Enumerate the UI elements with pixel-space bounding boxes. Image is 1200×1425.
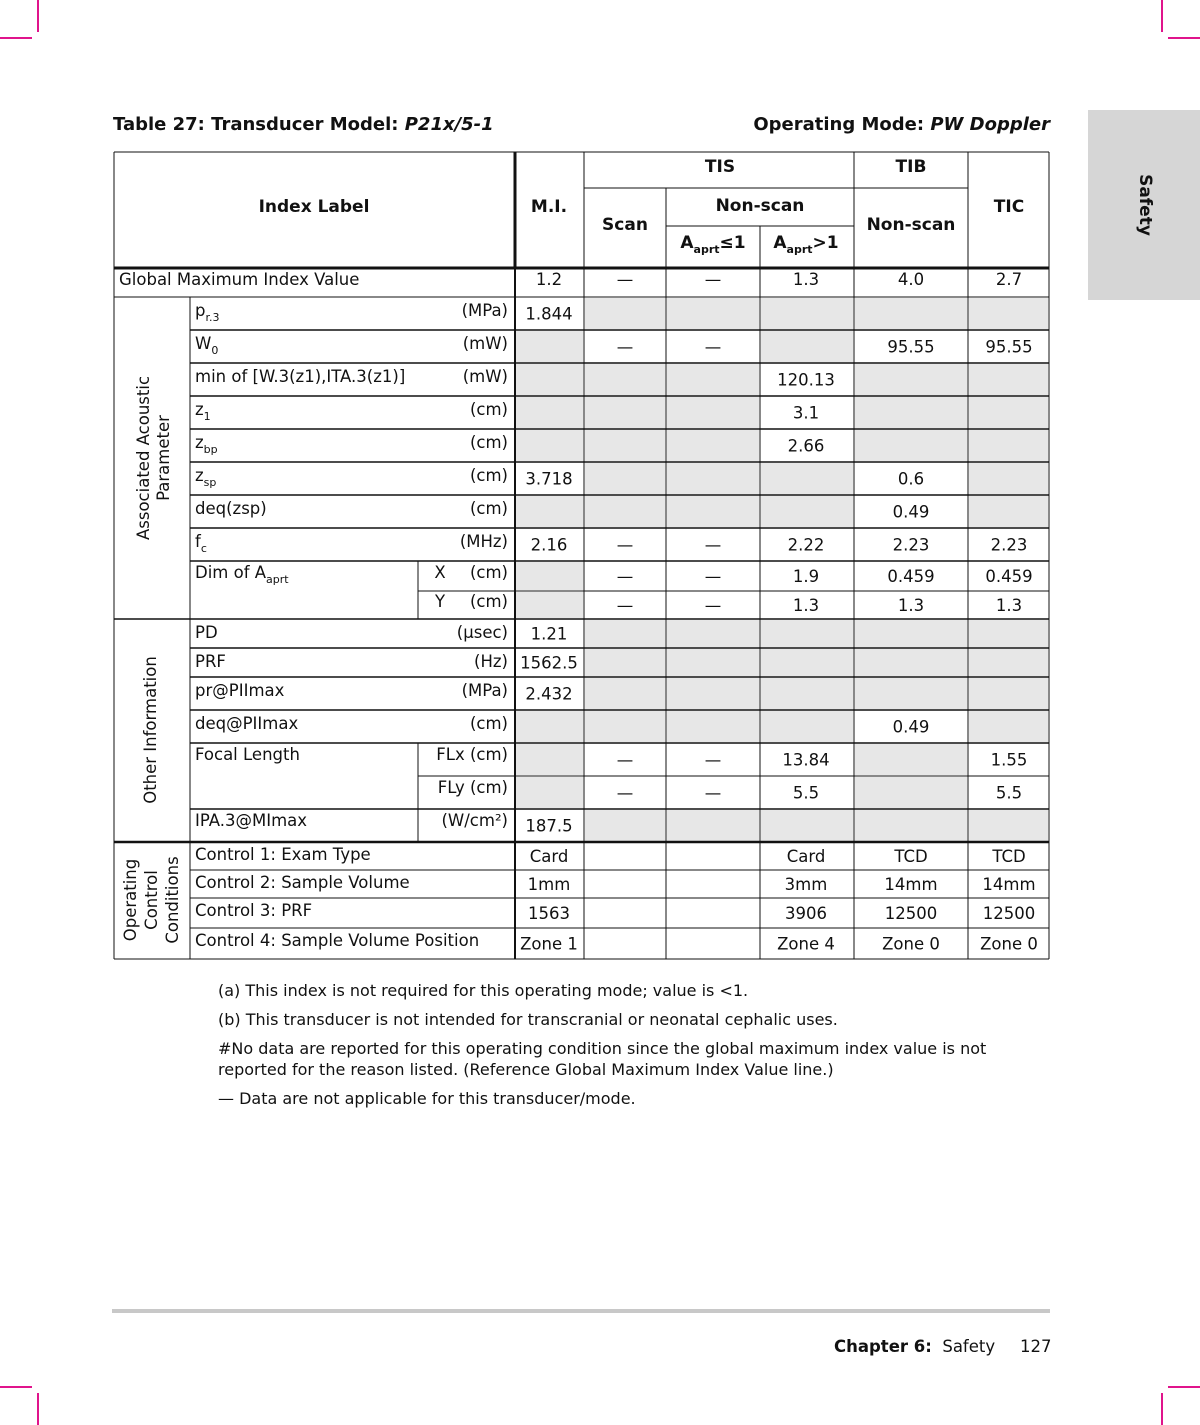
shaded-cell <box>969 397 1048 428</box>
header-scan: Scan <box>602 215 648 235</box>
control-value: 1563 <box>528 904 570 923</box>
control-value: 3mm <box>784 875 828 894</box>
info-value: 1.21 <box>530 624 568 644</box>
caption-mode: PW Doppler <box>930 114 1050 135</box>
control-value: 14mm <box>982 875 1036 894</box>
param-value: 120.13 <box>777 370 835 390</box>
footer-chapter <box>834 1337 995 1356</box>
header-tic: TIC <box>993 197 1025 217</box>
header-aprt-le: $A_{aprt}\le 1$ <box>680 233 746 256</box>
shaded-cell <box>585 430 665 461</box>
shaded-cell <box>667 298 759 329</box>
shaded-cell <box>969 496 1048 527</box>
info-value: 2.432 <box>525 684 573 704</box>
shaded-cell <box>585 810 665 841</box>
focal-fly-value: 5.5 <box>792 783 820 803</box>
shaded-cell <box>585 496 665 527</box>
control-value: 12500 <box>884 904 938 923</box>
shaded-cell <box>516 397 583 428</box>
gmiv-value: 2.7 <box>995 270 1023 289</box>
info-label: deq@PIImax <box>195 714 299 733</box>
focal-fly-unit: FLy (cm) <box>437 778 508 797</box>
page-number: 127 <box>1020 1337 1052 1356</box>
info-label: pr@PIImax <box>195 681 285 700</box>
info-value: 1562.5 <box>520 653 578 673</box>
param-unit: (MPa) <box>461 301 508 320</box>
dim-unit-x: (cm) <box>469 563 508 582</box>
param-value: 95.55 <box>985 337 1033 357</box>
shaded-cell <box>585 298 665 329</box>
caption-mode-prefix: Operating Mode: <box>753 114 931 135</box>
param-label: $f_c$ <box>195 532 207 555</box>
param-value: — <box>616 337 634 357</box>
control-value: Card <box>529 847 569 866</box>
dim-y-value: 1.3 <box>792 596 820 615</box>
dim-axis-y: Y <box>434 592 446 611</box>
focal-flx-value: — <box>704 750 722 770</box>
param-value: 2.66 <box>787 436 825 456</box>
caption-model: P21x/5-1 <box>404 114 494 135</box>
shaded-cell <box>969 810 1048 841</box>
param-value: — <box>704 337 722 357</box>
param-value: 0.49 <box>892 502 930 522</box>
control-label: Control 2: Sample Volume <box>195 873 410 892</box>
shaded-cell <box>761 711 853 742</box>
shaded-cell <box>516 496 583 527</box>
shaded-cell <box>855 744 967 775</box>
control-label: Control 1: Exam Type <box>195 845 371 864</box>
dim-y-value: 1.3 <box>995 596 1023 615</box>
control-value: Zone 0 <box>980 934 1038 954</box>
shaded-cell <box>855 620 967 647</box>
info-unit: (MPa) <box>461 681 508 700</box>
table-notes <box>218 980 1053 1117</box>
shaded-cell <box>969 298 1048 329</box>
info-unit: (Hz) <box>474 652 508 671</box>
header-index-label: Index Label <box>258 197 370 217</box>
shaded-cell <box>667 810 759 841</box>
control-value: Zone 0 <box>882 934 940 954</box>
param-label: min of [W.3(z1),ITA.3(z1)] <box>195 367 406 386</box>
crop-mark <box>0 1386 32 1388</box>
gmiv-value: 1.2 <box>535 270 563 289</box>
note-a: (a) This index is not required for this operating mode; value is <1. <box>218 981 749 1000</box>
ipa-unit: (W/cm²) <box>441 811 508 830</box>
shaded-cell <box>585 649 665 676</box>
shaded-cell <box>761 298 853 329</box>
dim-x-value: — <box>616 567 634 586</box>
dim-y-value: 1.3 <box>897 596 925 615</box>
group-operating-control: Operating Control Conditions <box>121 856 182 944</box>
param-value: 0.6 <box>897 469 925 489</box>
shaded-cell <box>585 711 665 742</box>
dim-x-value: 0.459 <box>985 567 1033 586</box>
shaded-cell <box>516 711 583 742</box>
param-value: — <box>616 535 634 555</box>
shaded-cell <box>667 678 759 709</box>
shaded-cell <box>761 810 853 841</box>
param-value: 3.718 <box>525 469 573 489</box>
param-label: $W_0$ <box>195 334 219 357</box>
param-value: 95.55 <box>887 337 935 357</box>
dim-y-value: — <box>704 596 722 615</box>
info-value: 0.49 <box>892 717 930 737</box>
focal-fly-value: — <box>616 783 634 803</box>
param-unit: (mW) <box>462 367 508 386</box>
shaded-cell <box>855 430 967 461</box>
gmiv-value: — <box>616 270 634 289</box>
crop-mark <box>37 1393 39 1425</box>
focal-flx-value: — <box>616 750 634 770</box>
ipa-label: IPA.3@MImax <box>195 811 308 830</box>
shaded-cell <box>516 592 583 618</box>
param-unit: (cm) <box>469 466 508 485</box>
shaded-cell <box>969 463 1048 494</box>
ipa-value: 187.5 <box>525 816 573 836</box>
shaded-cell <box>969 620 1048 647</box>
info-label: PD <box>195 623 218 642</box>
header-non-scan: Non-scan <box>715 196 805 216</box>
param-value: 3.1 <box>792 403 820 423</box>
footer-section: Safety <box>942 1337 996 1356</box>
control-label: Control 3: PRF <box>195 901 313 920</box>
side-tab-label: Safety <box>1134 174 1155 236</box>
note-b: (b) This transducer is not intended for transcranial or neonatal cephalic uses. <box>218 1010 838 1029</box>
shaded-cell <box>855 397 967 428</box>
shaded-cell <box>516 777 583 808</box>
note-hash: #No data are reported for this operating condition since the global maximum index value is not reported for the reason listed. (Reference Global Maximum Index Value line.) <box>218 1039 987 1079</box>
control-value: 1mm <box>527 875 571 894</box>
crop-mark <box>1168 1386 1200 1388</box>
shaded-cell <box>516 331 583 362</box>
shaded-cell <box>855 298 967 329</box>
control-value: 3906 <box>785 904 827 923</box>
param-value: 1.844 <box>525 304 573 324</box>
param-value: — <box>704 535 722 555</box>
shaded-cell <box>585 678 665 709</box>
shaded-cell <box>969 430 1048 461</box>
shaded-cell <box>761 331 853 362</box>
control-value: Card <box>786 847 826 866</box>
focal-fly-value: — <box>704 783 722 803</box>
shaded-cell <box>585 463 665 494</box>
gmiv-value: 4.0 <box>897 270 925 289</box>
shaded-cell <box>761 463 853 494</box>
info-unit: (cm) <box>469 714 508 733</box>
group-associated-acoustic: Associated AcousticParameter <box>134 375 173 541</box>
param-value: 2.23 <box>990 535 1028 555</box>
shaded-cell <box>969 364 1048 395</box>
param-unit: (cm) <box>469 499 508 518</box>
header-mi: M.I. <box>530 197 568 217</box>
control-value: TCD <box>894 847 928 866</box>
header-tib: TIB <box>895 157 927 177</box>
note-dash: — Data are not applicable for this transducer/mode. <box>218 1089 636 1108</box>
shaded-cell <box>855 364 967 395</box>
shaded-cell <box>855 810 967 841</box>
param-value: 2.22 <box>787 535 825 555</box>
shaded-cell <box>516 562 583 590</box>
shaded-cell <box>585 620 665 647</box>
param-label: $z_{sp}$ <box>195 466 217 489</box>
header-aprt-gt: $A_{aprt}>1$ <box>773 233 839 256</box>
param-label: deq(zsp) <box>195 499 267 518</box>
focal-flx-value: 13.84 <box>782 750 830 770</box>
shaded-cell <box>855 678 967 709</box>
dim-x-value: — <box>704 567 722 586</box>
crop-mark <box>1161 1393 1163 1425</box>
shaded-cell <box>585 397 665 428</box>
shaded-cell <box>667 496 759 527</box>
control-value: Zone 4 <box>777 934 835 954</box>
shaded-cell <box>667 364 759 395</box>
param-value: 2.16 <box>530 535 568 555</box>
shaded-cell <box>969 678 1048 709</box>
param-unit: (mW) <box>462 334 508 353</box>
param-unit: (MHz) <box>459 532 508 551</box>
shaded-cell <box>667 711 759 742</box>
shaded-cell <box>516 430 583 461</box>
dim-unit-y: (cm) <box>469 592 508 611</box>
param-unit: (cm) <box>469 400 508 419</box>
dim-x-value: 1.9 <box>792 567 820 586</box>
footer-rule <box>112 1309 1050 1313</box>
shaded-cell <box>969 711 1048 742</box>
control-label: Control 4: Sample Volume Position <box>195 931 480 950</box>
param-label: $z_1$ <box>195 400 211 423</box>
control-value: TCD <box>992 847 1026 866</box>
shaded-cell <box>761 620 853 647</box>
shaded-cell <box>667 463 759 494</box>
shaded-cell <box>855 777 967 808</box>
shaded-cell <box>516 744 583 775</box>
caption-prefix: Table 27: Transducer Model: <box>113 114 405 135</box>
control-value: 14mm <box>884 875 938 894</box>
focal-flx-unit: FLx (cm) <box>436 745 508 764</box>
focal-length-label: Focal Length <box>195 745 300 764</box>
info-label: PRF <box>195 652 226 671</box>
header-tib-non-scan: Non-scan <box>866 215 956 235</box>
focal-flx-value: 1.55 <box>990 750 1028 770</box>
gmiv-value: 1.3 <box>792 270 820 289</box>
control-value: 12500 <box>982 904 1036 923</box>
param-label: $z_{bp}$ <box>195 433 218 456</box>
dim-y-value: — <box>616 596 634 615</box>
dim-aprt-label: Dim of $A_{aprt}$ <box>195 563 289 586</box>
gmiv-label: Global Maximum Index Value <box>119 270 360 289</box>
control-value: Zone 1 <box>520 934 578 954</box>
shaded-cell <box>585 364 665 395</box>
param-unit: (cm) <box>469 433 508 452</box>
footer-chapter-label: Chapter 6: <box>834 1337 932 1356</box>
param-label: $p_{r.3}$ <box>195 301 220 324</box>
shaded-cell <box>667 397 759 428</box>
dim-x-value: 0.459 <box>887 567 935 586</box>
header-tis: TIS <box>704 157 736 177</box>
dim-axis-x: X <box>434 563 446 582</box>
shaded-cell <box>667 649 759 676</box>
shaded-cell <box>516 364 583 395</box>
shaded-cell <box>855 649 967 676</box>
focal-fly-value: 5.5 <box>995 783 1023 803</box>
info-unit: (µsec) <box>456 623 508 642</box>
shaded-cell <box>761 678 853 709</box>
shaded-cell <box>761 496 853 527</box>
shaded-cell <box>667 620 759 647</box>
param-value: 2.23 <box>892 535 930 555</box>
shaded-cell <box>969 649 1048 676</box>
gmiv-value: — <box>704 270 722 289</box>
group-other-information: Other Information <box>141 656 160 804</box>
shaded-cell <box>667 430 759 461</box>
shaded-cell <box>761 649 853 676</box>
